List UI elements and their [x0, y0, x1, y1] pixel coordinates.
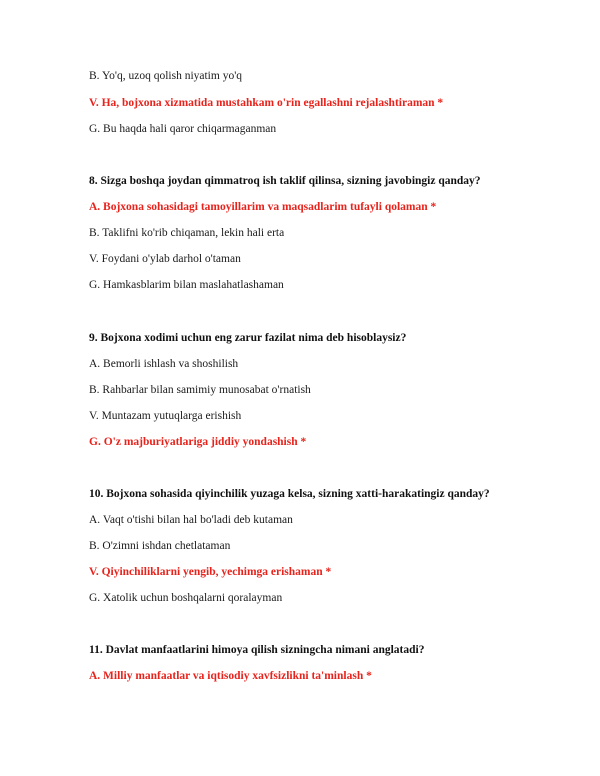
answer-line: V. Foydani o'ylab darhol o'taman	[89, 253, 241, 265]
answer-line: G. Bu haqda hali qaror chiqarmaganman	[89, 123, 277, 135]
correct-answer-line: A. Milliy manfaatlar va iqtisodiy xavfsizlikni ta'minlash *	[89, 670, 372, 682]
answer-line: B. Taklifni ko'rib chiqaman, lekin hali erta	[89, 227, 285, 239]
answer-line: A. Bemorli ishlash va shoshilish	[89, 358, 239, 370]
answer-line: V. Muntazam yutuqlarga erishish	[89, 410, 242, 422]
correct-answer-line: A. Bojxona sohasidagi tamoyillarim va maqsadlarim tufayli qolaman *	[89, 201, 437, 213]
correct-answer-line: V. Qiyinchiliklarni yengib, yechimga erishaman *	[89, 566, 332, 578]
question-9: 9. Bojxona xodimi uchun eng zarur fazilat nima deb hisoblaysiz?	[89, 332, 407, 344]
answer-line: B. O'zimni ishdan chetlataman	[89, 540, 231, 552]
answer-line: G. Hamkasblarim bilan maslahatlashaman	[89, 279, 284, 291]
question-8: 8. Sizga boshqa joydan qimmatroq ish taklif qilinsa, sizning javobingiz qanday?	[89, 175, 481, 187]
correct-answer-line: G. O'z majburiyatlariga jiddiy yondashish *	[89, 436, 307, 448]
answer-line: A. Vaqt o'tishi bilan hal bo'ladi deb kutaman	[89, 514, 293, 526]
answer-line: B. Rahbarlar bilan samimiy munosabat o'rnatish	[89, 384, 311, 396]
question-11: 11. Davlat manfaatlarini himoya qilish sizningcha nimani anglatadi?	[89, 644, 425, 656]
answer-line: B. Yo'q, uzoq qolish niyatim yo'q	[89, 70, 243, 82]
question-10: 10. Bojxona sohasida qiyinchilik yuzaga kelsa, sizning xatti-harakatingiz qanday?	[89, 488, 490, 500]
correct-answer-line: V. Ha, bojxona xizmatida mustahkam o'rin egallashni rejalashtiraman *	[89, 97, 444, 109]
answer-line: G. Xatolik uchun boshqalarni qoralayman	[89, 592, 283, 604]
